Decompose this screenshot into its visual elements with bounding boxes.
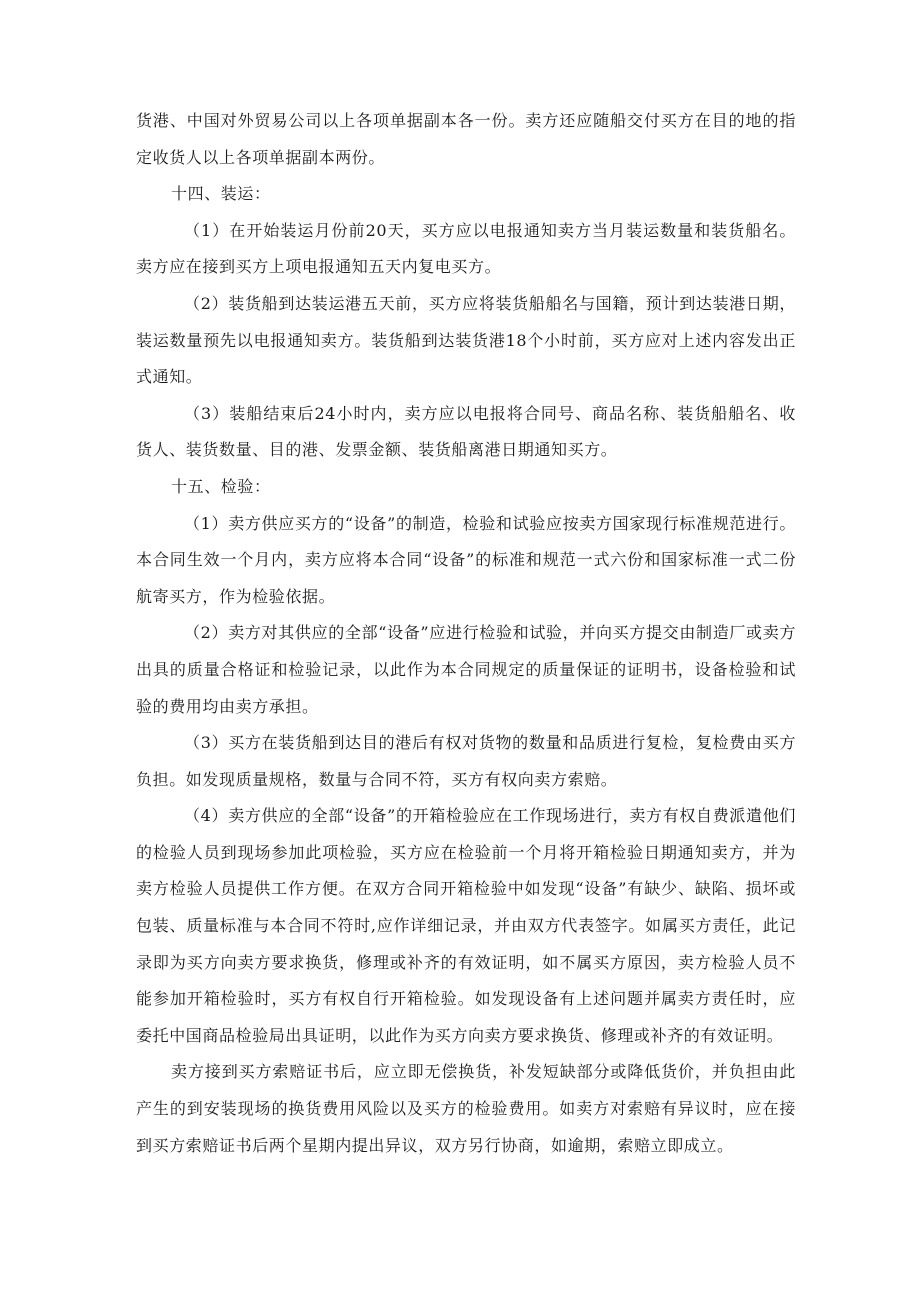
clause-inspection-4: （4）卖方供应的全部“设备”的开箱检验应在工作现场进行，卖方有权自费派遣他们的检验人员到现场参加此项检验，买方应在检验前一个月将开箱检验日期通知卖方，并为卖方检验人员提供工作方便。在双方合同开箱检验中如发现“设备”有缺少、缺陷、损坏或包装、质量标准与本合同不符时,应作详细记录，并由双方代表签字。如属买方责任，此记录即为买方向卖方要求换货，修理或补齐的有效证明，如不属买方原因，卖方检验人员不能参加开箱检验时，买方有权自行开箱检验。如发现设备有上述问题并属卖方责任时，应委托中国商品检验局出具证明，以此作为买方向卖方要求换货、修理或补齐的有效证明。	[136, 806, 796, 1045]
paragraph-claims: 卖方接到买方索赔证书后，应立即无偿换货，补发短缺部分或降低货价，并负担由此产生的到安装现场的换货费用风险以及买方的检验费用。如卖方对索赔有异议时，应在接到买方索赔证书后两个星期内提出异议，双方另行协商，如逾期，索赔立即成立。	[136, 1062, 796, 1155]
section-heading-inspection: 十五、检验：	[171, 476, 271, 496]
section-heading-shipment: 十四、装运：	[171, 184, 271, 204]
clause-inspection-1: （1）卖方供应买方的“设备”的制造，检验和试验应按卖方国家现行标准规范进行。本合同生效一个月内，卖方应将本合同“设备”的标准和规范一式六份和国家标准一式二份航寄买方，作为检验依据。	[136, 513, 796, 606]
clause-inspection-3: （3）买方在装货船到达目的港后有权对货物的数量和品质进行复检，复检费由买方负担。如发现质量规格，数量与合同不符，买方有权向卖方索赔。	[136, 733, 796, 789]
clause-inspection-2: （2）卖方对其供应的全部“设备”应进行检验和试验，并向买方提交由制造厂或卖方出具的质量合格证和检验记录，以此作为本合同规定的质量保证的证明书，设备检验和试验的费用均由卖方承担。	[136, 623, 796, 716]
paragraph-continuation: 货港、中国对外贸易公司以上各项单据副本各一份。卖方还应随船交付买方在目的地的指定收货人以上各项单据副本两份。	[136, 111, 796, 167]
document-page	[136, 103, 796, 1164]
clause-shipment-3: （3）装船结束后24小时内，卖方应以电报将合同号、商品名称、装货船船名、收货人、装货数量、目的港、发票金额、装货船离港日期通知买方。	[136, 403, 796, 460]
clause-shipment-2: （2）装货船到达装运港五天前，买方应将装货船船名与国籍，预计到达装港日期，装运数量预先以电报通知卖方。装货船到达装货港18个小时前，买方应对上述内容发出正式通知。	[136, 293, 796, 387]
clause-shipment-1: （1）在开始装运月份前20天，买方应以电报通知卖方当月装运数量和装货船名。卖方应在接到买方上项电报通知五天内复电买方。	[136, 220, 796, 277]
